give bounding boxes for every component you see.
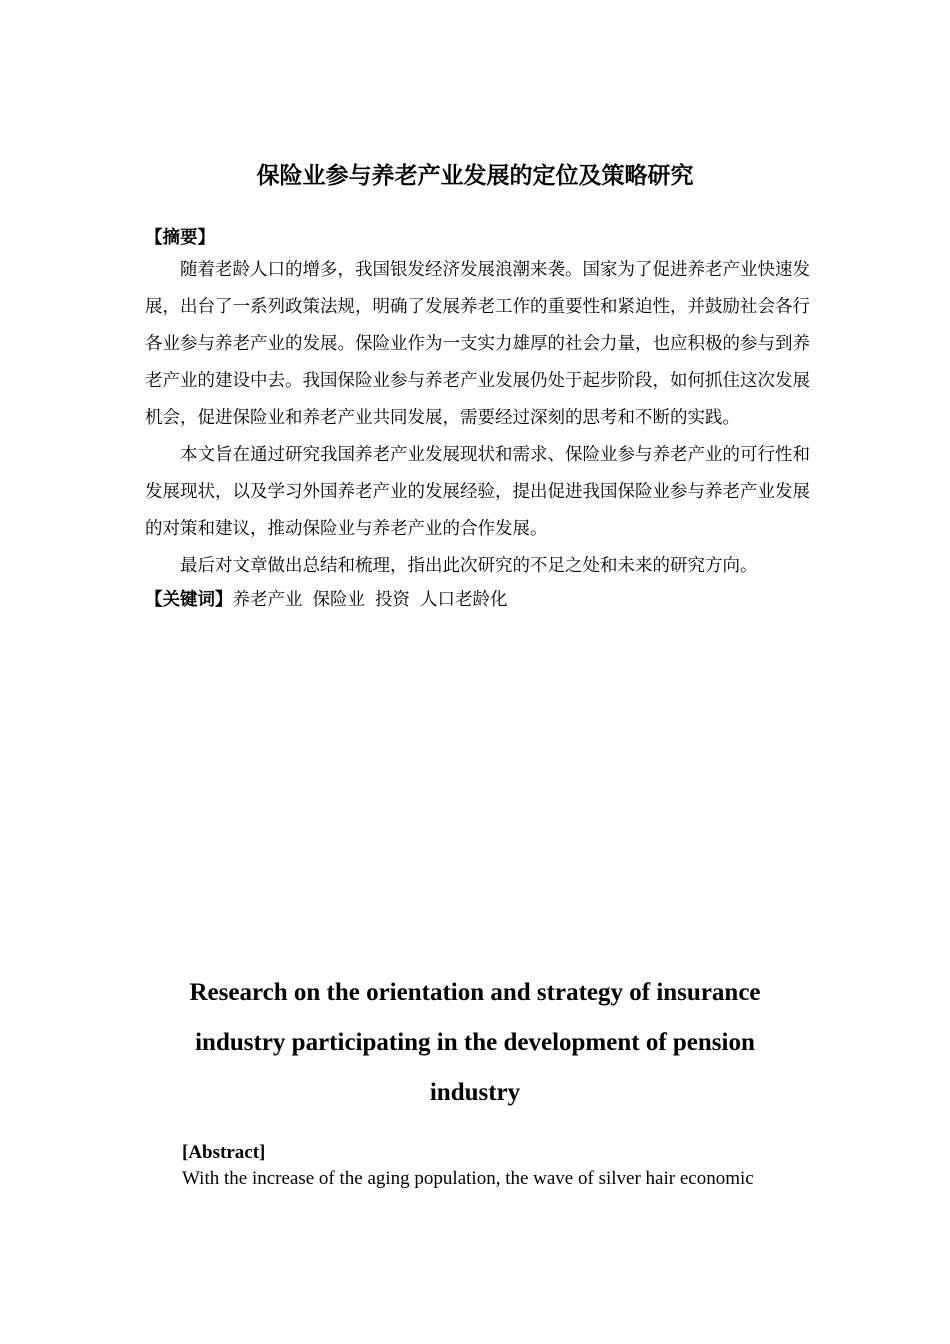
- chinese-keywords-label: 【关键词】: [145, 590, 233, 610]
- keyword: 投资: [375, 590, 410, 610]
- english-title: Research on the orientation and strategy of insurance industry participating in the development of pension industry: [189, 979, 761, 1106]
- chinese-title: 保险业参与养老产业发展的定位及策略研究: [256, 163, 694, 189]
- chinese-abstract-section: [145, 224, 810, 615]
- chinese-abstract-paragraph-3: 最后对文章做出总结和梳理，指出此次研究的不足之处和未来的研究方向。: [180, 556, 758, 576]
- english-abstract-label: [Abstract]: [182, 1142, 266, 1163]
- chinese-abstract-label: 【摘要】: [145, 228, 215, 248]
- chinese-abstract-paragraph-2: 本文旨在通过研究我国养老产业发展现状和需求、保险业参与养老产业的可行性和发展现状，以及学习外国养老产业的发展经验，提出促进我国保险业参与养老产业发展的对策和建议，推动保险业与养老产业的合作发展。: [145, 445, 810, 539]
- chinese-abstract-paragraph-1: 随着老龄人口的增多，我国银发经济发展浪潮来袭。国家为了促进养老产业快速发展，出台了一系列政策法规，明确了发展养老工作的重要性和紧迫性，并鼓励社会各行各业参与养老产业的发展。保险业作为一支实力雄厚的社会力量，也应积极的参与到养老产业的建设中去。我国保险业参与养老产业发展仍处于起步阶段，如何抓住这次发展机会，促进保险业和养老产业共同发展，需要经过深刻的思考和不断的实践。: [145, 260, 810, 428]
- english-abstract-first-line: With the increase of the aging population, the wave of silver hair economic: [182, 1168, 754, 1189]
- keyword: 养老产业: [232, 590, 303, 610]
- keyword: 人口老龄化: [420, 590, 508, 610]
- chinese-keywords-line: [145, 585, 810, 615]
- keyword: 保险业: [312, 590, 365, 610]
- english-abstract-section: [182, 1140, 822, 1192]
